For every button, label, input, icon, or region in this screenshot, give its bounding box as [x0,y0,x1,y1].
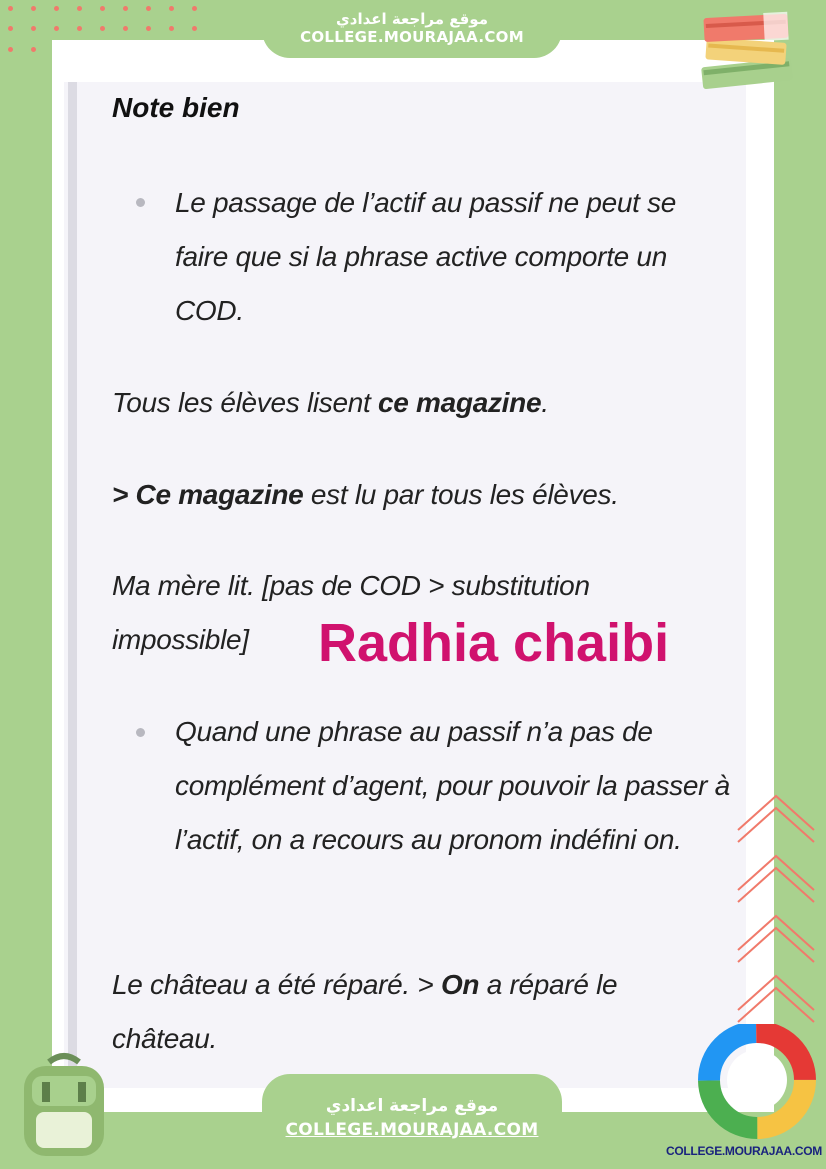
card-left-border [68,82,77,1088]
decorative-dot [169,26,174,31]
example-1-bold: ce magazine [378,387,542,418]
example-4-text: Le château a été réparé. > [112,969,441,1000]
school-logo-icon [694,1024,820,1142]
decorative-dot [77,6,82,11]
example-3-line-1: Ma mère lit. [pas de COD > substitution [112,570,590,601]
footer-tab [262,1074,562,1169]
backpack-icon [14,1052,114,1162]
chevron-up-icon [734,790,818,1030]
decorative-dot [100,6,105,11]
example-4-bold: On [440,969,480,1000]
decorative-dot [123,6,128,11]
decorative-dot [54,26,59,31]
decorative-dot [146,26,151,31]
decorative-dot [54,6,59,11]
books-icon [694,8,804,98]
decorative-dot [146,6,151,11]
footer-site-url[interactable]: COLLEGE.MOURAJAA.COM [285,1120,539,1140]
decorative-dot [192,26,197,31]
decorative-dot [8,26,13,31]
example-4-end: a réparé le château. [112,969,618,1054]
example-2-text: est lu par tous les élèves. [303,479,619,510]
header-site-arabic: موقع مراجعة اعدادي [336,10,488,28]
example-2-bold: Ce magazine [135,479,304,510]
decorative-dot [31,6,36,11]
decorative-dot [169,6,174,11]
header-site-url[interactable]: COLLEGE.MOURAJAA.COM [300,28,524,46]
example-1-text: Tous les élèves lisent [112,387,378,418]
decorative-dot [100,26,105,31]
example-4 [112,958,712,1066]
footer-logo-text: COLLEGE.MOURAJAA.COM [666,1144,823,1158]
decorative-dot [8,47,13,52]
decorative-dot [77,26,82,31]
decorative-dot [8,6,13,11]
example-3-line-2: impossible] [112,624,249,655]
header-tab [262,0,562,58]
decorative-dot [31,47,36,52]
bullet-dot [136,198,145,207]
bullet-text-2: Quand une phrase au passif n’a pas de complément d’agent, pour pouvoir la passer à l’actif, on a recours au pronom indéfini on. [175,716,730,855]
decorative-dot [31,26,36,31]
example-1-end: . [541,387,549,418]
example-2-arrow: > [112,479,136,510]
author-watermark: Radhia chaibi [318,613,670,673]
decorative-dot [192,6,197,11]
bullet-text-1: Le passage de l’actif au passif ne peut se faire que si la phrase active comporte un COD. [175,187,677,326]
note-heading: Note bien [112,92,240,123]
footer-site-arabic: موقع مراجعة اعدادي [325,1096,499,1116]
decorative-dot [123,26,128,31]
example-1 [112,376,549,430]
example-2 [112,468,619,522]
bullet-dot [136,728,145,737]
